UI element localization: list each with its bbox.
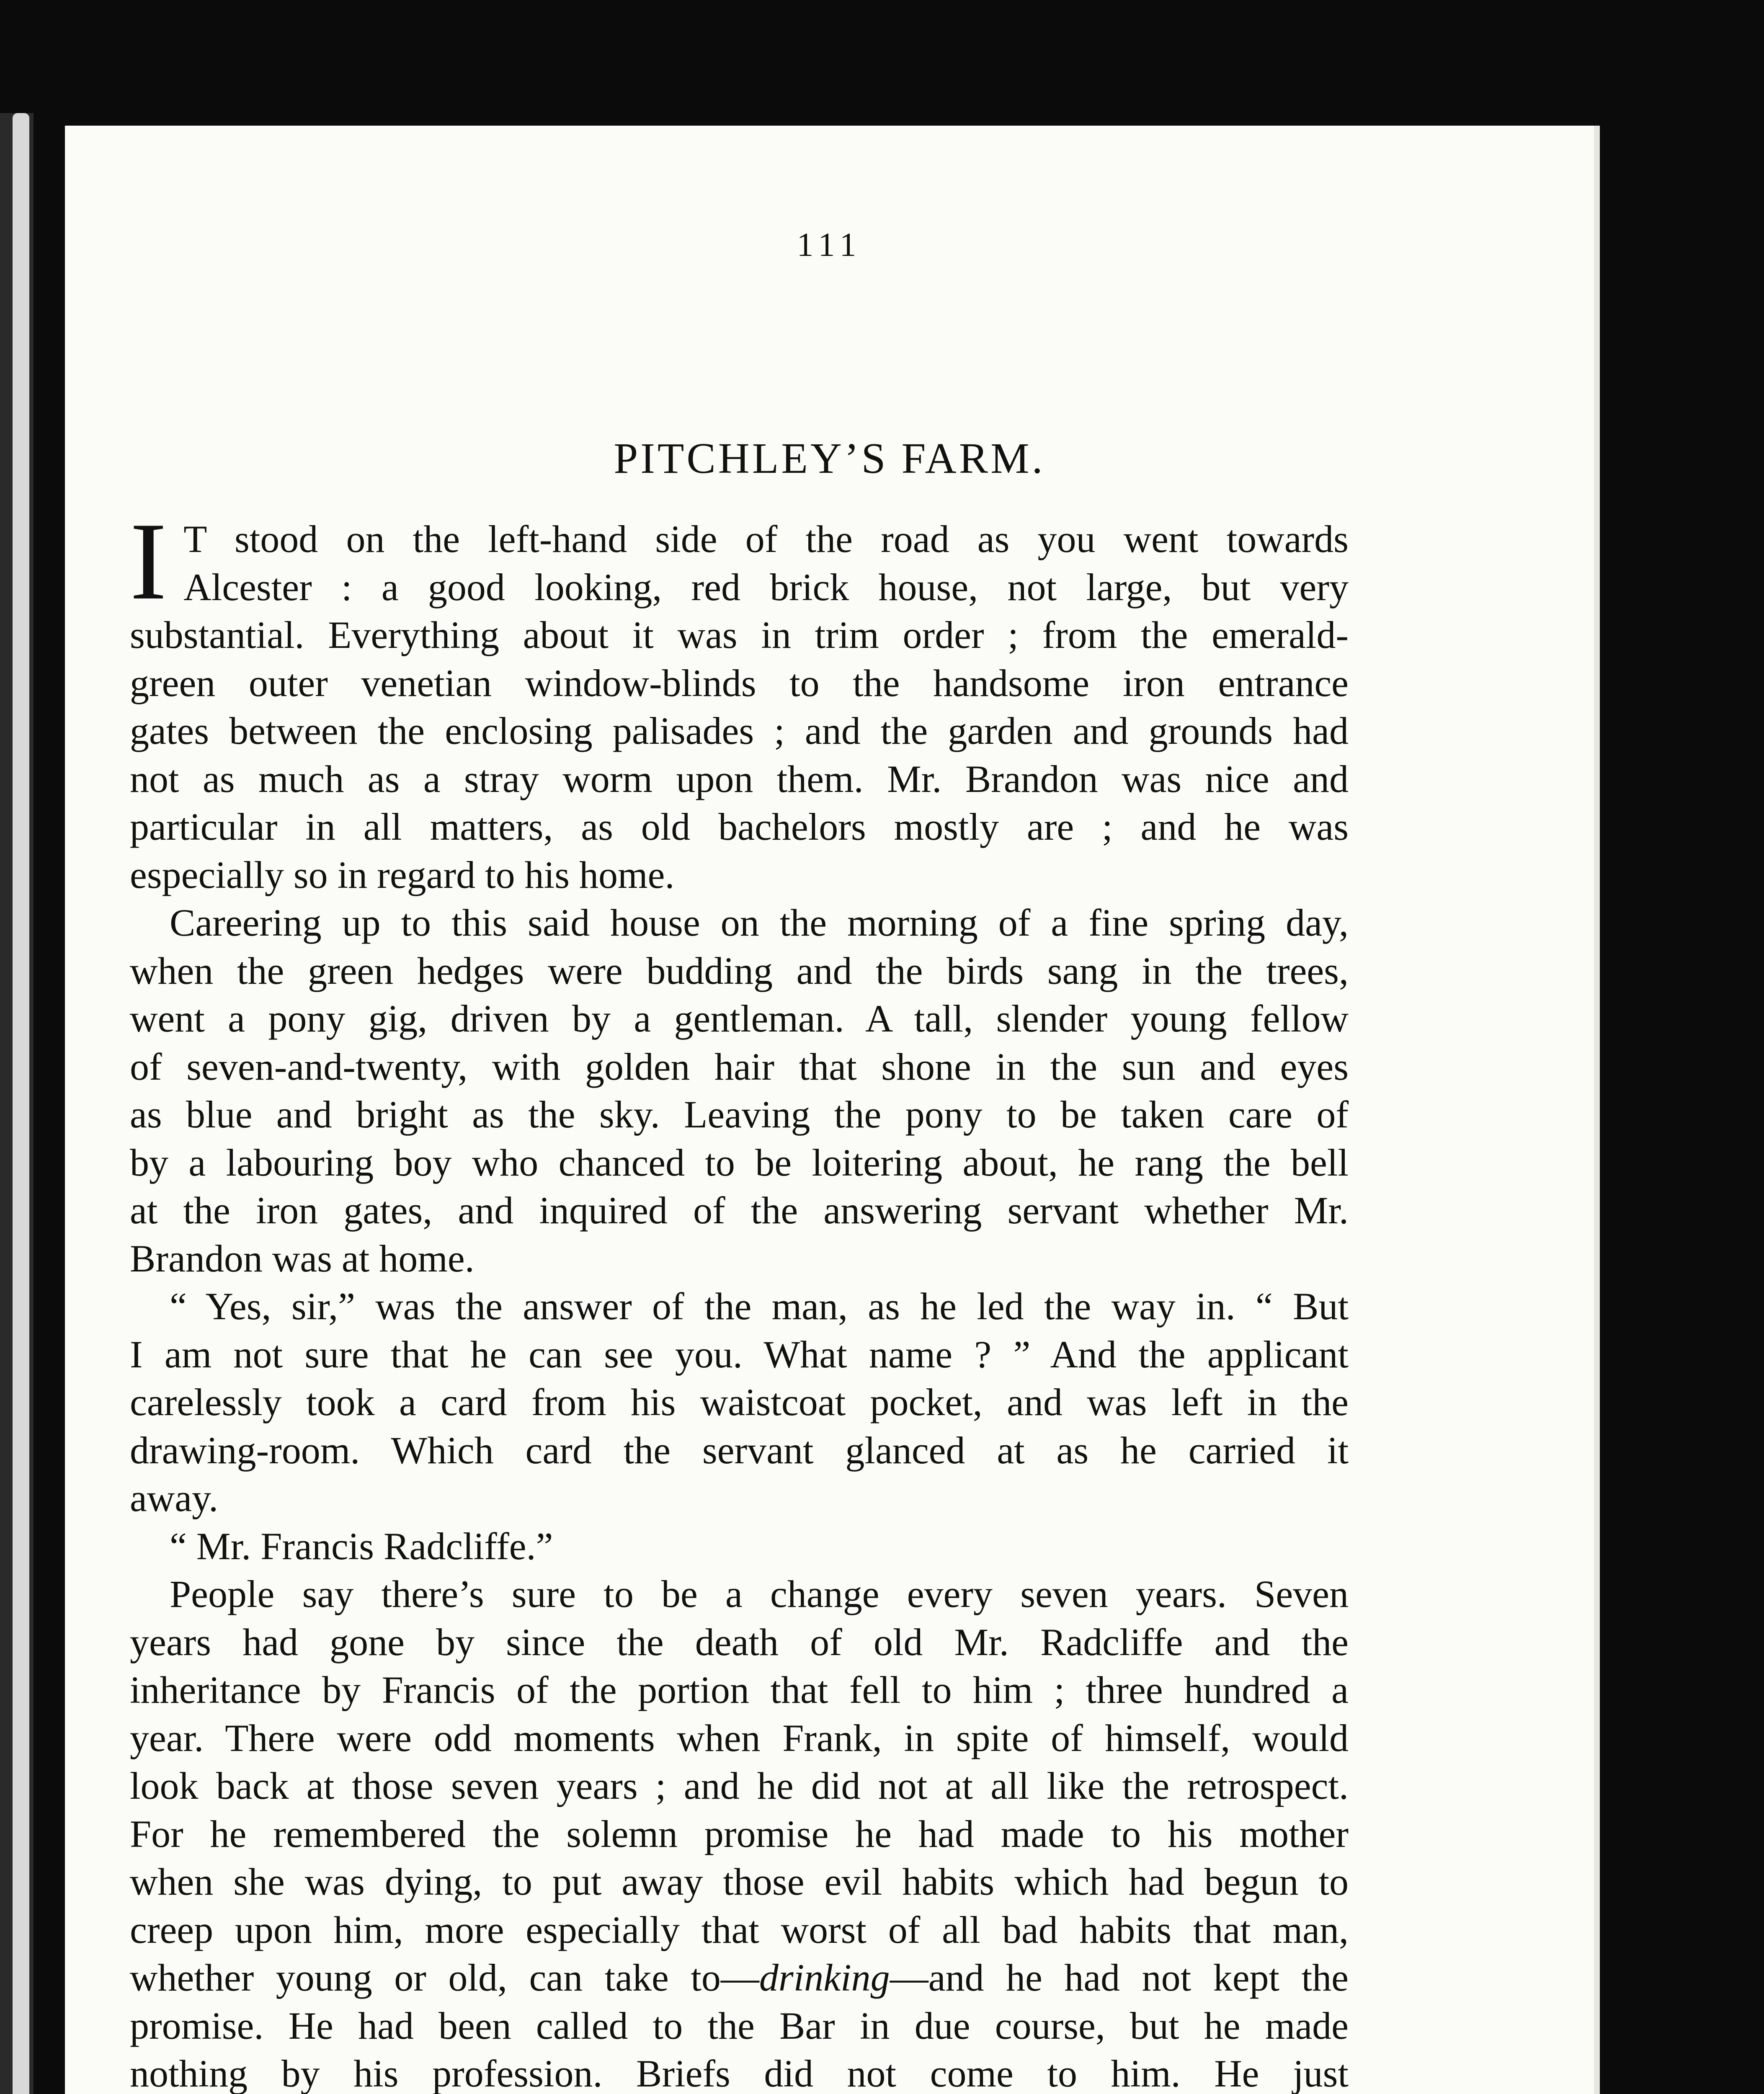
text-line: Careering up to this said house on the morning of a fine spring day, — [170, 901, 1349, 944]
text-line: People say there’s sure to be a change every seven years. Seven — [170, 1573, 1349, 1615]
text-line: For he remembered the solemn promise he had made to his mother — [130, 1812, 1349, 1855]
text-line: creep upon him, more especially that worst of all bad habits that man, — [130, 1908, 1349, 1951]
drop-cap: I — [130, 500, 167, 623]
text-line: “ Yes, sir,” was the answer of the man, as he led the way in. “ But — [170, 1285, 1349, 1328]
previous-page-edge — [0, 113, 34, 2094]
text-line: when she was dying, to put away those evil habits which had begun to — [130, 1860, 1349, 1903]
text-line: green outer venetian window-blinds to the handsome iron entrance — [130, 661, 1349, 704]
text-line: carelessly took a card from his waistcoat pocket, and was left in the — [130, 1381, 1349, 1424]
text-line: went a pony gig, driven by a gentleman. A tall, slender young fellow — [130, 997, 1349, 1040]
book-page — [65, 126, 1600, 2094]
text-line: I am not sure that he can see you. What name ? ” And the applicant — [130, 1333, 1349, 1376]
text-line: particular in all matters, as old bachelors mostly are ; and he was — [130, 805, 1349, 848]
text-line: inheritance by Francis of the portion that fell to him ; three hundred a — [130, 1668, 1349, 1711]
text-line: drawing-room. Which card the servant glanced at as he carried it — [130, 1429, 1349, 1472]
text-line: especially so in regard to his home. — [130, 853, 675, 896]
text-line: year. There were odd moments when Frank, in spite of himself, would — [130, 1716, 1349, 1759]
text-line: by a labouring boy who chanced to be loitering about, he rang the bell — [130, 1141, 1349, 1184]
text-line: years had gone by since the death of old Mr. Radcliffe and the — [130, 1620, 1349, 1663]
previous-page-sliver — [13, 113, 29, 2094]
text-line: substantial. Everything about it was in trim order ; from the emerald- — [130, 614, 1349, 656]
text-line: whether young or old, can take to—drinking—and he had not kept the — [130, 1956, 1349, 1999]
chapter-title: PITCHLEY’S FARM. — [614, 434, 1045, 482]
text-line: as blue and bright as the sky. Leaving the pony to be taken care of — [130, 1093, 1349, 1136]
emphasized-word: drinking — [759, 1956, 890, 1999]
text-line: at the iron gates, and inquired of the answering servant whether Mr. — [130, 1189, 1349, 1232]
text-line: of seven-and-twenty, with golden hair that shone in the sun and eyes — [130, 1045, 1349, 1088]
text-line: gates between the enclosing palisades ; and the garden and grounds had — [130, 709, 1349, 752]
text-line: T stood on the left-hand side of the road as you went towards — [183, 518, 1349, 560]
text-line: Alcester : a good looking, red brick house, not large, but very — [183, 565, 1349, 609]
body-text — [130, 500, 1349, 2094]
text-line: look back at those seven years ; and he did not at all like the retrospect. — [130, 1764, 1349, 1807]
text-line: “ Mr. Francis Radcliffe.” — [170, 1524, 553, 1568]
text-line: not as much as a stray worm upon them. Mr. Brandon was nice and — [130, 757, 1349, 800]
text-line: nothing by his profession. Briefs did not come to him. He just — [130, 2052, 1349, 2094]
page-number: 111 — [797, 227, 862, 263]
text-line: when the green hedges were budding and the birds sang in the trees, — [130, 949, 1349, 992]
text-line: away. — [130, 1477, 219, 1519]
text-line: Brandon was at home. — [130, 1237, 475, 1280]
text-line: promise. He had been called to the Bar in due course, but he made — [130, 2004, 1349, 2047]
